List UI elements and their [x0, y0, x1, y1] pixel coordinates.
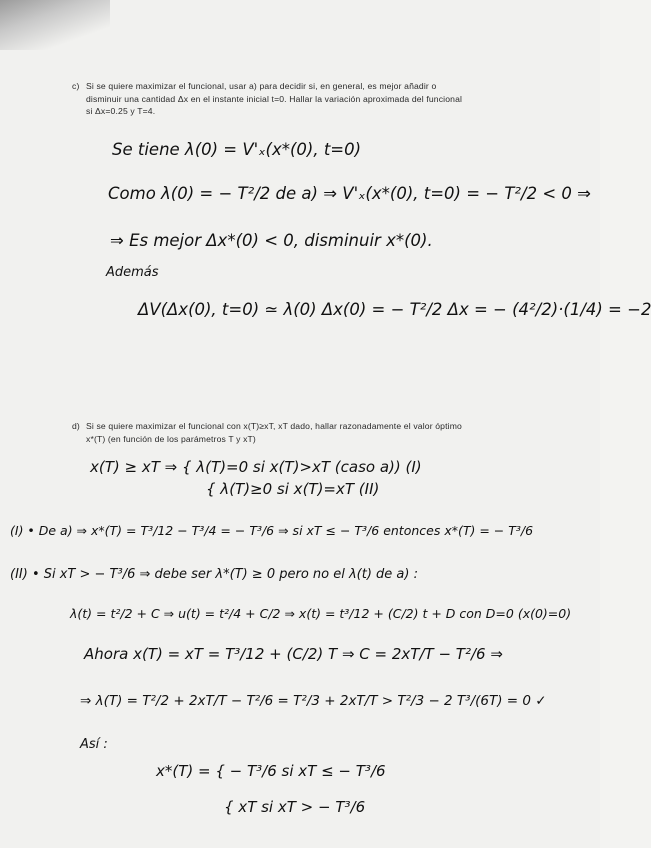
hw-d-line-4: (II) • Si xT > − T³/6 ⇒ debe ser λ*(T) ≥ 0 pero no el λ(t) de a) : — [10, 567, 418, 582]
part-c-line-3: si Δx=0.25 y T=4. — [86, 106, 156, 116]
hw-d-line-6: Ahora x(T) = xT = T³/12 + (C/2) T ⇒ C = 2xT/T − T²/6 ⇒ — [84, 645, 503, 663]
hw-c-line-4: Además — [106, 265, 159, 280]
scan-corner-shadow — [0, 0, 110, 50]
hw-c-line-3: ⇒ Es mejor Δx*(0) < 0, disminuir x*(0). — [110, 231, 433, 250]
hw-d-line-7: ⇒ λ(T) = T²/2 + 2xT/T − T²/6 = T²/3 + 2xT/T > T²/3 − 2 T³/(6T) = 0 ✓ — [80, 693, 547, 709]
hw-d-line-9: x*(T) = { − T³/6 si xT ≤ − T³/6 — [156, 762, 386, 780]
hw-d-line-3: (I) • De a) ⇒ x*(T) = T³/12 − T³/4 = − T³/6 ⇒ si xT ≤ − T³/6 entonces x*(T) = − T³/6 — [10, 523, 534, 538]
hw-d-line-10: { xT si xT > − T³/6 — [224, 798, 366, 816]
hw-c-line-1: Se tiene λ(0) = V'ₓ(x*(0), t=0) — [112, 140, 362, 159]
hw-d-line-8: Así : — [80, 737, 108, 752]
hw-d-line-1: x(T) ≥ xT ⇒ { λ(T)=0 si x(T)>xT (caso a)) (I) — [90, 458, 422, 476]
part-d-label: d) — [72, 421, 80, 431]
part-d-line-2: x*(T) (en función de los parámetros T y xT) — [86, 433, 256, 444]
part-c-line-1: Si se quiere maximizar el funcional, usar a) para decidir si, en general, es mejor añadir o — [86, 81, 437, 91]
hw-c-line-2: Como λ(0) = − T²/2 de a) ⇒ V'ₓ(x*(0), t=0) = − T²/2 < 0 ⇒ — [108, 184, 591, 203]
part-d-line-1: Si se quiere maximizar el funcional con x(T)≥xT, xT dado, hallar razonadamente el valor óptimo — [86, 421, 462, 431]
part-c-label: c) — [72, 81, 80, 91]
hw-d-line-5: λ(t) = t²/2 + C ⇒ u(t) = t²/4 + C/2 ⇒ x(t) = t³/12 + (C/2) t + D con D=0 (x(0)=0) — [70, 606, 572, 621]
part-c-line-2: disminuir una cantidad Δx en el instante inicial t=0. Hallar la variación aproximada del funcional — [86, 93, 463, 104]
hw-c-line-5: ΔV(Δx(0), t=0) ≃ λ(0) Δx(0) = − T²/2 Δx = − (4²/2)·(1/4) = −2 — [138, 300, 651, 319]
part-c-statement — [72, 80, 556, 118]
part-d-statement — [72, 420, 556, 445]
hw-d-line-2: { λ(T)≥0 si x(T)=xT (II) — [206, 480, 380, 498]
